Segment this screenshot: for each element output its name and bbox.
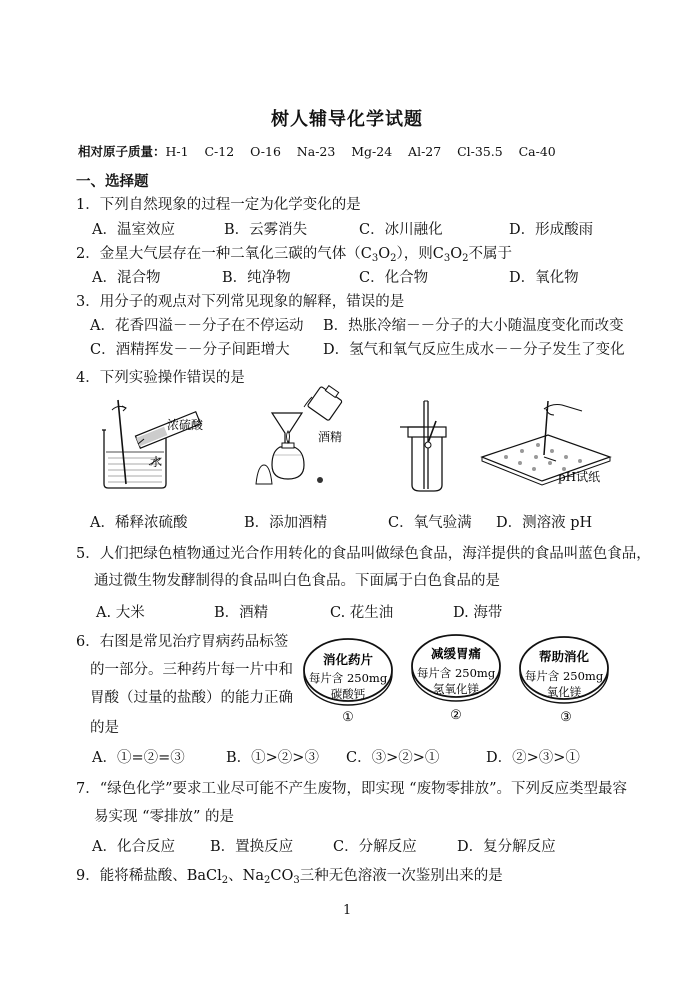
page-title: 树人辅导化学试题 xyxy=(271,109,423,130)
label-2-number: ② xyxy=(450,708,462,723)
q5-option-a: A. 大米 xyxy=(96,605,145,621)
fig-a-water-label: 水 xyxy=(150,455,163,469)
q6-option-b: B．①>②>③ xyxy=(226,750,319,766)
q5-option-c: C. 花生油 xyxy=(330,605,394,621)
q2-option-d: D．氧化物 xyxy=(509,270,579,286)
q2-option-c: C．化合物 xyxy=(359,270,429,286)
q5-option-b: B．酒精 xyxy=(214,605,269,621)
q4-option-b: B．添加酒精 xyxy=(244,515,328,531)
label-2-name: 减缓胃痛 xyxy=(430,646,482,661)
q3-option-d: D．氢气和氧气反应生成水－－分子发生了变化 xyxy=(323,342,625,358)
label-3-substance: 氧化镁 xyxy=(546,685,582,699)
label-1-amount: 每片含 250mg xyxy=(308,671,388,685)
q3-option-a: A．花香四溢－－分子在不停运动 xyxy=(90,318,304,334)
q9-stem: 9．能将稀盐酸、BaCl$_2$、$Na_2CO_3$三种无色溶液一次鉴别出来的是 xyxy=(76,868,503,886)
q6-option-a: A．①=②=③ xyxy=(92,750,185,766)
page-number: 1 xyxy=(343,903,352,918)
q5-line1: 5．人们把绿色植物通过光合作用转化的食品叫做绿色食品，海洋提供的食品叫蓝色食品， xyxy=(76,546,651,562)
fig-b-alcohol-label: 酒精 xyxy=(318,430,343,444)
q3-option-c: C．酒精挥发－－分子间距增大 xyxy=(90,342,290,358)
q1-option-c: C．冰川融化 xyxy=(359,222,443,238)
label-1-substance: 碳酸钙 xyxy=(330,687,366,701)
q5-option-d: D. 海带 xyxy=(453,605,503,621)
label-2-substance: 氢氧化镁 xyxy=(433,682,479,696)
medicine-label-3 xyxy=(520,637,608,725)
q4-stem: 4．下列实验操作错误的是 xyxy=(76,370,245,386)
q4-option-c: C．氧气验满 xyxy=(388,515,472,531)
q2-option-a: A．混合物 xyxy=(92,270,161,286)
q4-option-a: A．稀释浓硫酸 xyxy=(90,515,188,531)
fig-a-acid-label: 浓硫酸 xyxy=(167,418,204,432)
alcohol-lamp-figure xyxy=(254,385,359,495)
label-1-name: 消化药片 xyxy=(322,652,374,667)
label-2-amount: 每片含 250mg xyxy=(416,666,496,680)
q5-line2: 通过微生物发酵制得的食品叫白色食品。下面属于白色食品的是 xyxy=(94,573,500,589)
q4-option-d: D．测溶液 pH xyxy=(496,515,593,531)
q1-option-d: D．形成酸雨 xyxy=(509,222,594,238)
q7-option-a: A．化合反应 xyxy=(92,839,175,855)
label-1-number: ① xyxy=(342,710,354,725)
q3-option-b: B．热胀冷缩－－分子的大小随温度变化而改变 xyxy=(323,318,624,334)
label-3-name: 帮助消化 xyxy=(538,649,590,664)
q3-stem: 3．用分子的观点对下列常见现象的解释，错误的是 xyxy=(76,294,405,310)
atomic-mass-label: 相对原子质量： xyxy=(78,144,166,159)
medicine-labels-figure xyxy=(300,630,620,725)
q6-line2: 的一部分。三种药片每一片中和 xyxy=(90,662,293,678)
atomic-mass-line xyxy=(78,142,556,160)
q1-option-b: B．云雾消失 xyxy=(224,222,308,238)
q1-stem: 1．下列自然现象的过程一定为化学变化的是 xyxy=(76,197,361,213)
q7-line1: 7．“绿色化学”要求工业尽可能不产生废物，即实现 “废物零排放”。下列反应类型最容 xyxy=(76,781,627,797)
fig-d-ph-label: pH试纸 xyxy=(558,470,601,484)
q7-option-d: D．复分解反应 xyxy=(457,839,556,855)
q7-line2: 易实现 “零排放” 的是 xyxy=(94,809,235,825)
q2-stem: 2．金星大气层存在一种二氧化三碳的气体$(C_3O_2)$，则$C_3O_2$不属于 xyxy=(76,246,512,264)
ph-test-figure xyxy=(478,395,618,495)
label-3-number: ③ xyxy=(560,710,572,725)
q1-option-a: A．温室效应 xyxy=(92,222,175,238)
oxygen-test-figure xyxy=(398,399,453,499)
q7-option-c: C．分解反应 xyxy=(333,839,417,855)
atomic-mass-values: H-1 C-12 O-16 Na-23 Mg-24 Al-27 Cl-35.5 Ca-40 xyxy=(165,144,556,159)
medicine-label-1 xyxy=(304,639,392,725)
section-title: 一、选择题 xyxy=(76,173,149,190)
label-3-amount: 每片含 250mg xyxy=(524,669,604,683)
q7-option-b: B．置换反应 xyxy=(210,839,294,855)
q6-option-d: D．②>③>① xyxy=(486,750,580,766)
q6-option-c: C．③>②>① xyxy=(346,750,440,766)
dilution-figure xyxy=(92,392,217,492)
medicine-label-2 xyxy=(412,635,500,723)
q6-line1: 6．右图是常见治疗胃病药品标签 xyxy=(76,634,289,650)
q6-line3: 胃酸（过量的盐酸）的能力正确 xyxy=(90,690,293,706)
q2-option-b: B．纯净物 xyxy=(222,270,291,286)
q6-line4: 的是 xyxy=(90,720,119,736)
